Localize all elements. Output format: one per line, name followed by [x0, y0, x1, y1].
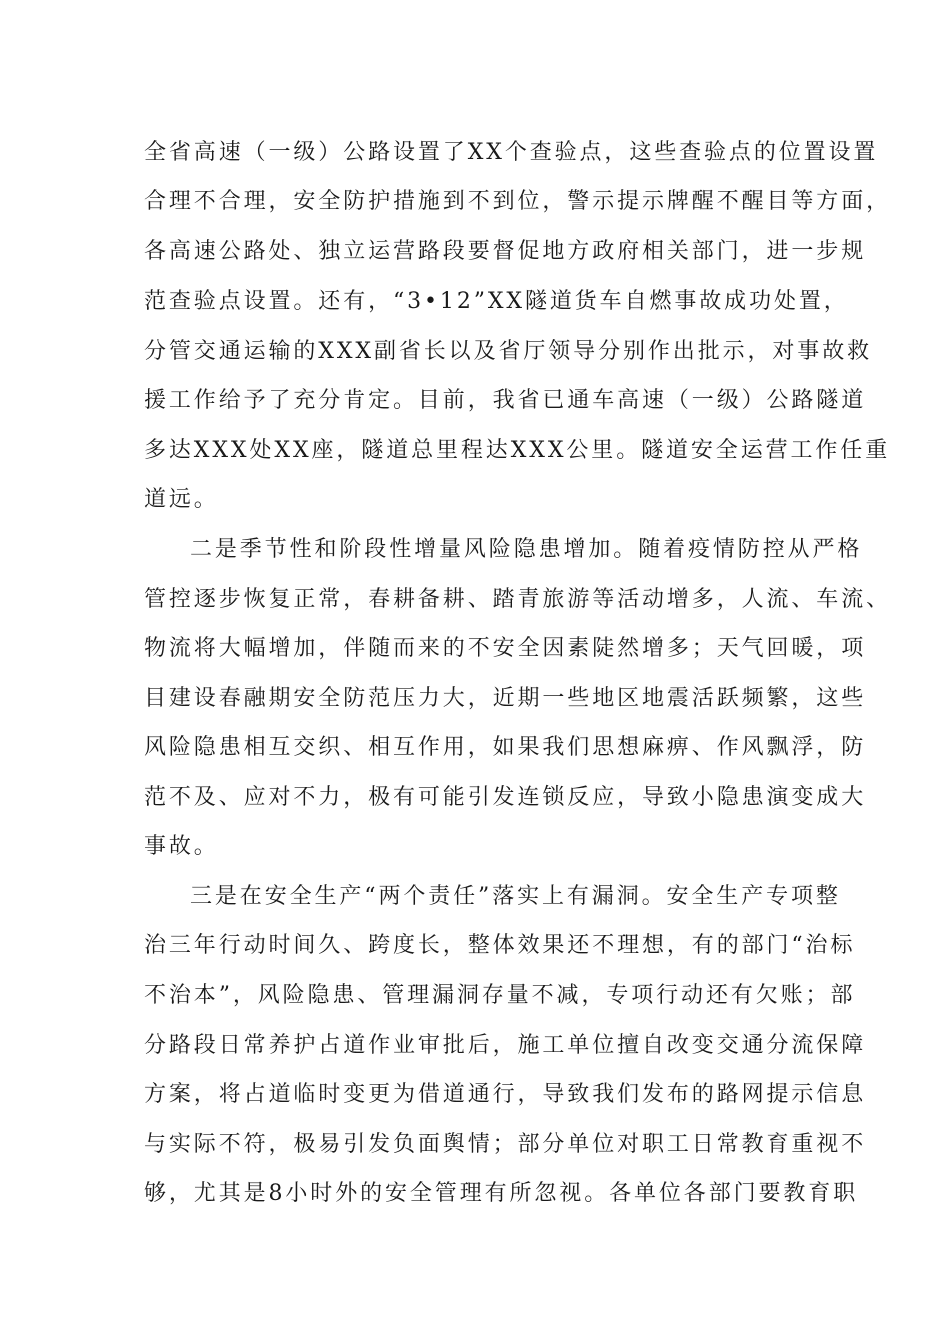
text-line: 目建设春融期安全防范压力大，近期一些地区地震活跃频繁，这些 — [144, 686, 867, 711]
text-line: 不治本”，风险隐患、管理漏洞存量不减，专项行动还有欠账；部 — [144, 983, 856, 1008]
text-line: 多达XXX处XX座，隧道总里程达XXX公里。隧道安全运营工作任重 — [144, 438, 891, 463]
text-line: 物流将大幅增加，伴随而来的不安全因素陡然增多；天气回暖，项 — [144, 636, 867, 661]
text-line: 分路段日常养护占道作业审批后，施工单位擅自改变交通分流保障 — [144, 1033, 867, 1058]
text-line: 全省高速（一级）公路设置了XX个查验点，这些查验点的位置设置 — [144, 140, 879, 165]
text-line: 范查验点设置。还有，“3•12”XX隧道货车自燃事故成功处置， — [144, 289, 849, 314]
text-line: 风险隐患相互交织、相互作用，如果我们思想麻痹、作风飘浮，防 — [144, 735, 867, 760]
text-line: 管控逐步恢复正常，春耕备耕、踏青旅游等活动增多，人流、车流、 — [144, 587, 892, 612]
paragraph-start-line: 三是在安全生产“两个责任”落实上有漏洞。安全生产专项整 — [190, 884, 841, 909]
text-line: 合理不合理，安全防护措施到不到位，警示提示牌醒不醒目等方面， — [144, 189, 892, 214]
text-line: 各高速公路处、独立运营路段要督促地方政府相关部门，进一步规 — [144, 239, 867, 264]
text-line: 治三年行动时间久、跨度长，整体效果还不理想，有的部门“治标 — [144, 933, 856, 958]
text-line: 援工作给予了充分肯定。目前，我省已通车高速（一级）公路隧道 — [144, 388, 867, 413]
text-line: 范不及、应对不力，极有可能引发连锁反应，导致小隐患演变成大 — [144, 785, 867, 810]
text-line: 分管交通运输的XXX副省长以及省厅领导分别作出批示，对事故救 — [144, 339, 872, 364]
text-line: 够，尤其是8小时外的安全管理有所忽视。各单位各部门要教育职 — [144, 1181, 859, 1206]
paragraph-start-line: 二是季节性和阶段性增量风险隐患增加。随着疫情防控从严格 — [190, 537, 863, 562]
text-line: 事故。 — [144, 834, 219, 859]
text-line: 方案，将占道临时变更为借道通行，导致我们发布的路网提示信息 — [144, 1082, 867, 1107]
text-line: 道远。 — [144, 487, 219, 512]
text-line: 与实际不符，极易引发负面舆情；部分单位对职工日常教育重视不 — [144, 1132, 867, 1157]
